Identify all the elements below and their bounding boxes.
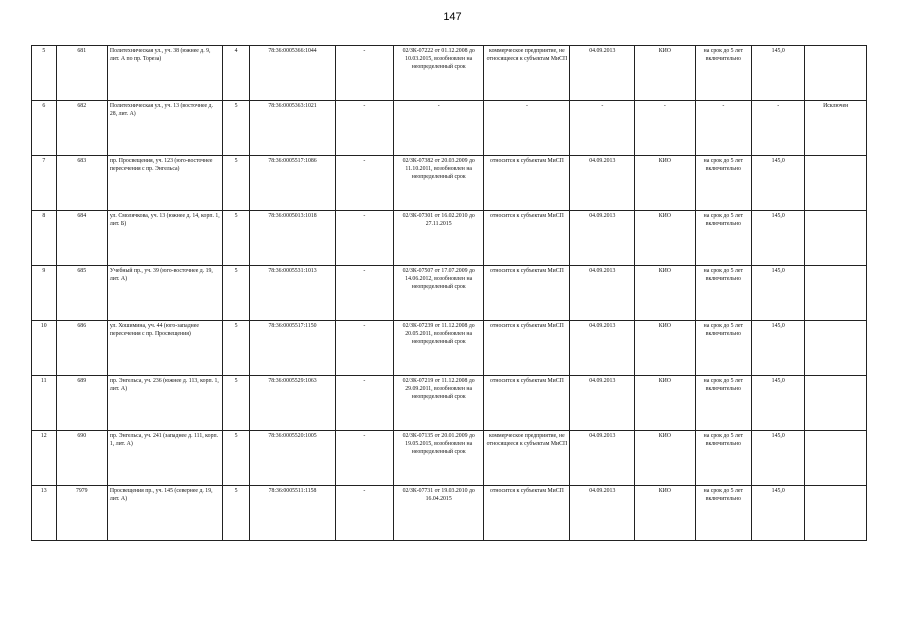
- cell-contract-info: 02/ЗК-07239 от 11.12.2008 до 20.05.2011, возобновлен на неопределенный срок: [394, 321, 484, 376]
- cell-area: 145,0: [752, 486, 805, 541]
- cell-address: пр. Энгельса, уч. 241 (западнее д. 111, корп. 1, лит. А): [107, 431, 222, 486]
- cell-row-index: 13: [32, 486, 57, 541]
- cell-contract-info: 02/ЗК-07507 от 17.07.2009 до 14.06.2012, возобновлен на неопределенный срок: [394, 266, 484, 321]
- cell-row-index: 8: [32, 211, 57, 266]
- cell-decision-date: 04.09.2013: [570, 486, 635, 541]
- cell-business-status: относится к субъектам МиСП: [484, 211, 570, 266]
- table-row: [32, 266, 867, 321]
- cell-encumbrance: -: [335, 156, 393, 211]
- cell-note: [805, 486, 867, 541]
- cell-contract-info: 02/ЗК-07135 от 20.01.2009 до 19.05.2015, возобновлен на неопределенный срок: [394, 431, 484, 486]
- cell-business-status: относится к субъектам МиСП: [484, 321, 570, 376]
- cell-note: [805, 376, 867, 431]
- cell-row-index: 12: [32, 431, 57, 486]
- cell-decision-date: 04.09.2013: [570, 211, 635, 266]
- cell-contract-info: 02/ЗК-07301 от 16.02.2010 до 27.11.2015: [394, 211, 484, 266]
- cell-area: 145,0: [752, 431, 805, 486]
- cell-address: ул. Хошимина, уч. 44 (юго-западнее пересечения с пр. Просвещения): [107, 321, 222, 376]
- cell-note: [805, 431, 867, 486]
- cell-row-index: 7: [32, 156, 57, 211]
- cell-cadastral-number: 78:36:0005531:1013: [250, 266, 335, 321]
- cell-contract-info: 02/ЗК-07731 от 19.03.2010 до 16.04.2015: [394, 486, 484, 541]
- cell-address: Политехническая ул., уч. 38 (южнее д. 9, лит. А по пр. Тореза): [107, 46, 222, 101]
- cell-address: пр. Энгельса, уч. 236 (южнее д. 113, корп. 1, лит. А): [107, 376, 222, 431]
- cell-plot-number: 685: [56, 266, 107, 321]
- cell-cadastral-number: 78:36:0005363:1021: [250, 101, 335, 156]
- cell-encumbrance: -: [335, 321, 393, 376]
- cell-lease-term: на срок до 5 лет включительно: [695, 46, 751, 101]
- cell-note: [805, 46, 867, 101]
- cell-authority: КИО: [635, 266, 696, 321]
- cell-encumbrance: -: [335, 46, 393, 101]
- cell-area: 145,0: [752, 46, 805, 101]
- cell-lease-term: на срок до 5 лет включительно: [695, 321, 751, 376]
- cell-plot-number: 7979: [56, 486, 107, 541]
- cell-lease-term: -: [695, 101, 751, 156]
- cell-cadastral-number: 78:36:0005520:1005: [250, 431, 335, 486]
- cell-decision-date: 04.09.2013: [570, 156, 635, 211]
- cell-encumbrance: -: [335, 431, 393, 486]
- cell-authority: КИО: [635, 431, 696, 486]
- cell-decision-date: 04.09.2013: [570, 46, 635, 101]
- cell-decision-date: 04.09.2013: [570, 266, 635, 321]
- cell-business-status: относится к субъектам МиСП: [484, 376, 570, 431]
- cell-address: ул. Смолячкова, уч. 13 (южнее д. 14, корп. 1, лит. Б): [107, 211, 222, 266]
- cell-encumbrance: -: [335, 486, 393, 541]
- cell-lease-term: на срок до 5 лет включительно: [695, 156, 751, 211]
- table-row: [32, 321, 867, 376]
- cell-note: [805, 211, 867, 266]
- cell-zone: 5: [222, 486, 250, 541]
- cell-authority: КИО: [635, 486, 696, 541]
- page-number: 147: [443, 11, 462, 23]
- cell-contract-info: 02/ЗК-07219 от 11.12.2008 до 29.09.2011, возобновлен на неопределенный срок: [394, 376, 484, 431]
- cell-plot-number: 689: [56, 376, 107, 431]
- cell-contract-info: 02/ЗК-07222 от 01.12.2008 до 10.03.2015, возобновлен на неопределенный срок: [394, 46, 484, 101]
- cell-decision-date: -: [570, 101, 635, 156]
- data-table: [31, 45, 867, 541]
- cell-zone: 5: [222, 101, 250, 156]
- cell-encumbrance: -: [335, 101, 393, 156]
- cell-authority: КИО: [635, 376, 696, 431]
- cell-cadastral-number: 78:36:0005511:1158: [250, 486, 335, 541]
- cell-authority: КИО: [635, 156, 696, 211]
- table-row: [32, 101, 867, 156]
- cell-address: пр. Просвещения, уч. 123 (юго-восточнее пересечения с пр. Энгельса): [107, 156, 222, 211]
- cell-zone: 5: [222, 321, 250, 376]
- cell-row-index: 9: [32, 266, 57, 321]
- table-row: [32, 431, 867, 486]
- cell-decision-date: 04.09.2013: [570, 431, 635, 486]
- cell-plot-number: 681: [56, 46, 107, 101]
- cell-note: [805, 266, 867, 321]
- cell-encumbrance: -: [335, 266, 393, 321]
- cell-area: 145,0: [752, 321, 805, 376]
- cell-encumbrance: -: [335, 376, 393, 431]
- cell-plot-number: 684: [56, 211, 107, 266]
- table-row: [32, 156, 867, 211]
- cell-decision-date: 04.09.2013: [570, 376, 635, 431]
- cell-business-status: -: [484, 101, 570, 156]
- cell-lease-term: на срок до 5 лет включительно: [695, 486, 751, 541]
- cell-area: 145,0: [752, 266, 805, 321]
- cell-encumbrance: -: [335, 211, 393, 266]
- cell-row-index: 6: [32, 101, 57, 156]
- cell-authority: КИО: [635, 46, 696, 101]
- cell-cadastral-number: 78:36:0005517:1150: [250, 321, 335, 376]
- cell-cadastral-number: 78:36:0005529:1063: [250, 376, 335, 431]
- cell-zone: 4: [222, 46, 250, 101]
- cell-area: 145,0: [752, 211, 805, 266]
- cell-area: 145,0: [752, 376, 805, 431]
- cell-lease-term: на срок до 5 лет включительно: [695, 211, 751, 266]
- cell-address: Учебный пр., уч. 39 (юго-восточнее д. 19, лит. А): [107, 266, 222, 321]
- cell-lease-term: на срок до 5 лет включительно: [695, 431, 751, 486]
- cell-row-index: 11: [32, 376, 57, 431]
- cell-row-index: 5: [32, 46, 57, 101]
- cell-zone: 5: [222, 266, 250, 321]
- cell-note: Исключен: [805, 101, 867, 156]
- cell-authority: КИО: [635, 321, 696, 376]
- cell-note: [805, 156, 867, 211]
- cell-zone: 5: [222, 376, 250, 431]
- cell-plot-number: 683: [56, 156, 107, 211]
- cell-contract-info: 02/ЗК-07382 от 20.03.2009 до 11.10.2011, возобновлен на неопределенный срок: [394, 156, 484, 211]
- cell-address: Просвещения пр., уч. 145 (севернее д. 19, лит. А): [107, 486, 222, 541]
- cell-address: Политехническая ул., уч. 13 (восточнее д. 28, лит. А): [107, 101, 222, 156]
- cell-plot-number: 682: [56, 101, 107, 156]
- cell-area: -: [752, 101, 805, 156]
- cell-zone: 5: [222, 431, 250, 486]
- cell-plot-number: 690: [56, 431, 107, 486]
- cell-note: [805, 321, 867, 376]
- cell-zone: 5: [222, 211, 250, 266]
- cell-area: 145,0: [752, 156, 805, 211]
- cell-business-status: относится к субъектам МиСП: [484, 486, 570, 541]
- cell-lease-term: на срок до 5 лет включительно: [695, 376, 751, 431]
- table-row: [32, 376, 867, 431]
- table-row: [32, 486, 867, 541]
- cell-zone: 5: [222, 156, 250, 211]
- cell-cadastral-number: 78:36:0005517:1086: [250, 156, 335, 211]
- cell-business-status: относится к субъектам МиСП: [484, 156, 570, 211]
- cell-business-status: коммерческое предприятие, не относящееся к субъектам МиСП: [484, 431, 570, 486]
- cell-cadastral-number: 78:36:0005366:1044: [250, 46, 335, 101]
- cell-business-status: коммерческое предприятие, не относящееся к субъектам МиСП: [484, 46, 570, 101]
- cell-authority: -: [635, 101, 696, 156]
- cell-business-status: относится к субъектам МиСП: [484, 266, 570, 321]
- table-row: [32, 46, 867, 101]
- cell-plot-number: 686: [56, 321, 107, 376]
- cell-contract-info: -: [394, 101, 484, 156]
- cell-lease-term: на срок до 5 лет включительно: [695, 266, 751, 321]
- cell-decision-date: 04.09.2013: [570, 321, 635, 376]
- cell-authority: КИО: [635, 211, 696, 266]
- table-row: [32, 211, 867, 266]
- cell-row-index: 10: [32, 321, 57, 376]
- cell-cadastral-number: 78:36:0005013:1018: [250, 211, 335, 266]
